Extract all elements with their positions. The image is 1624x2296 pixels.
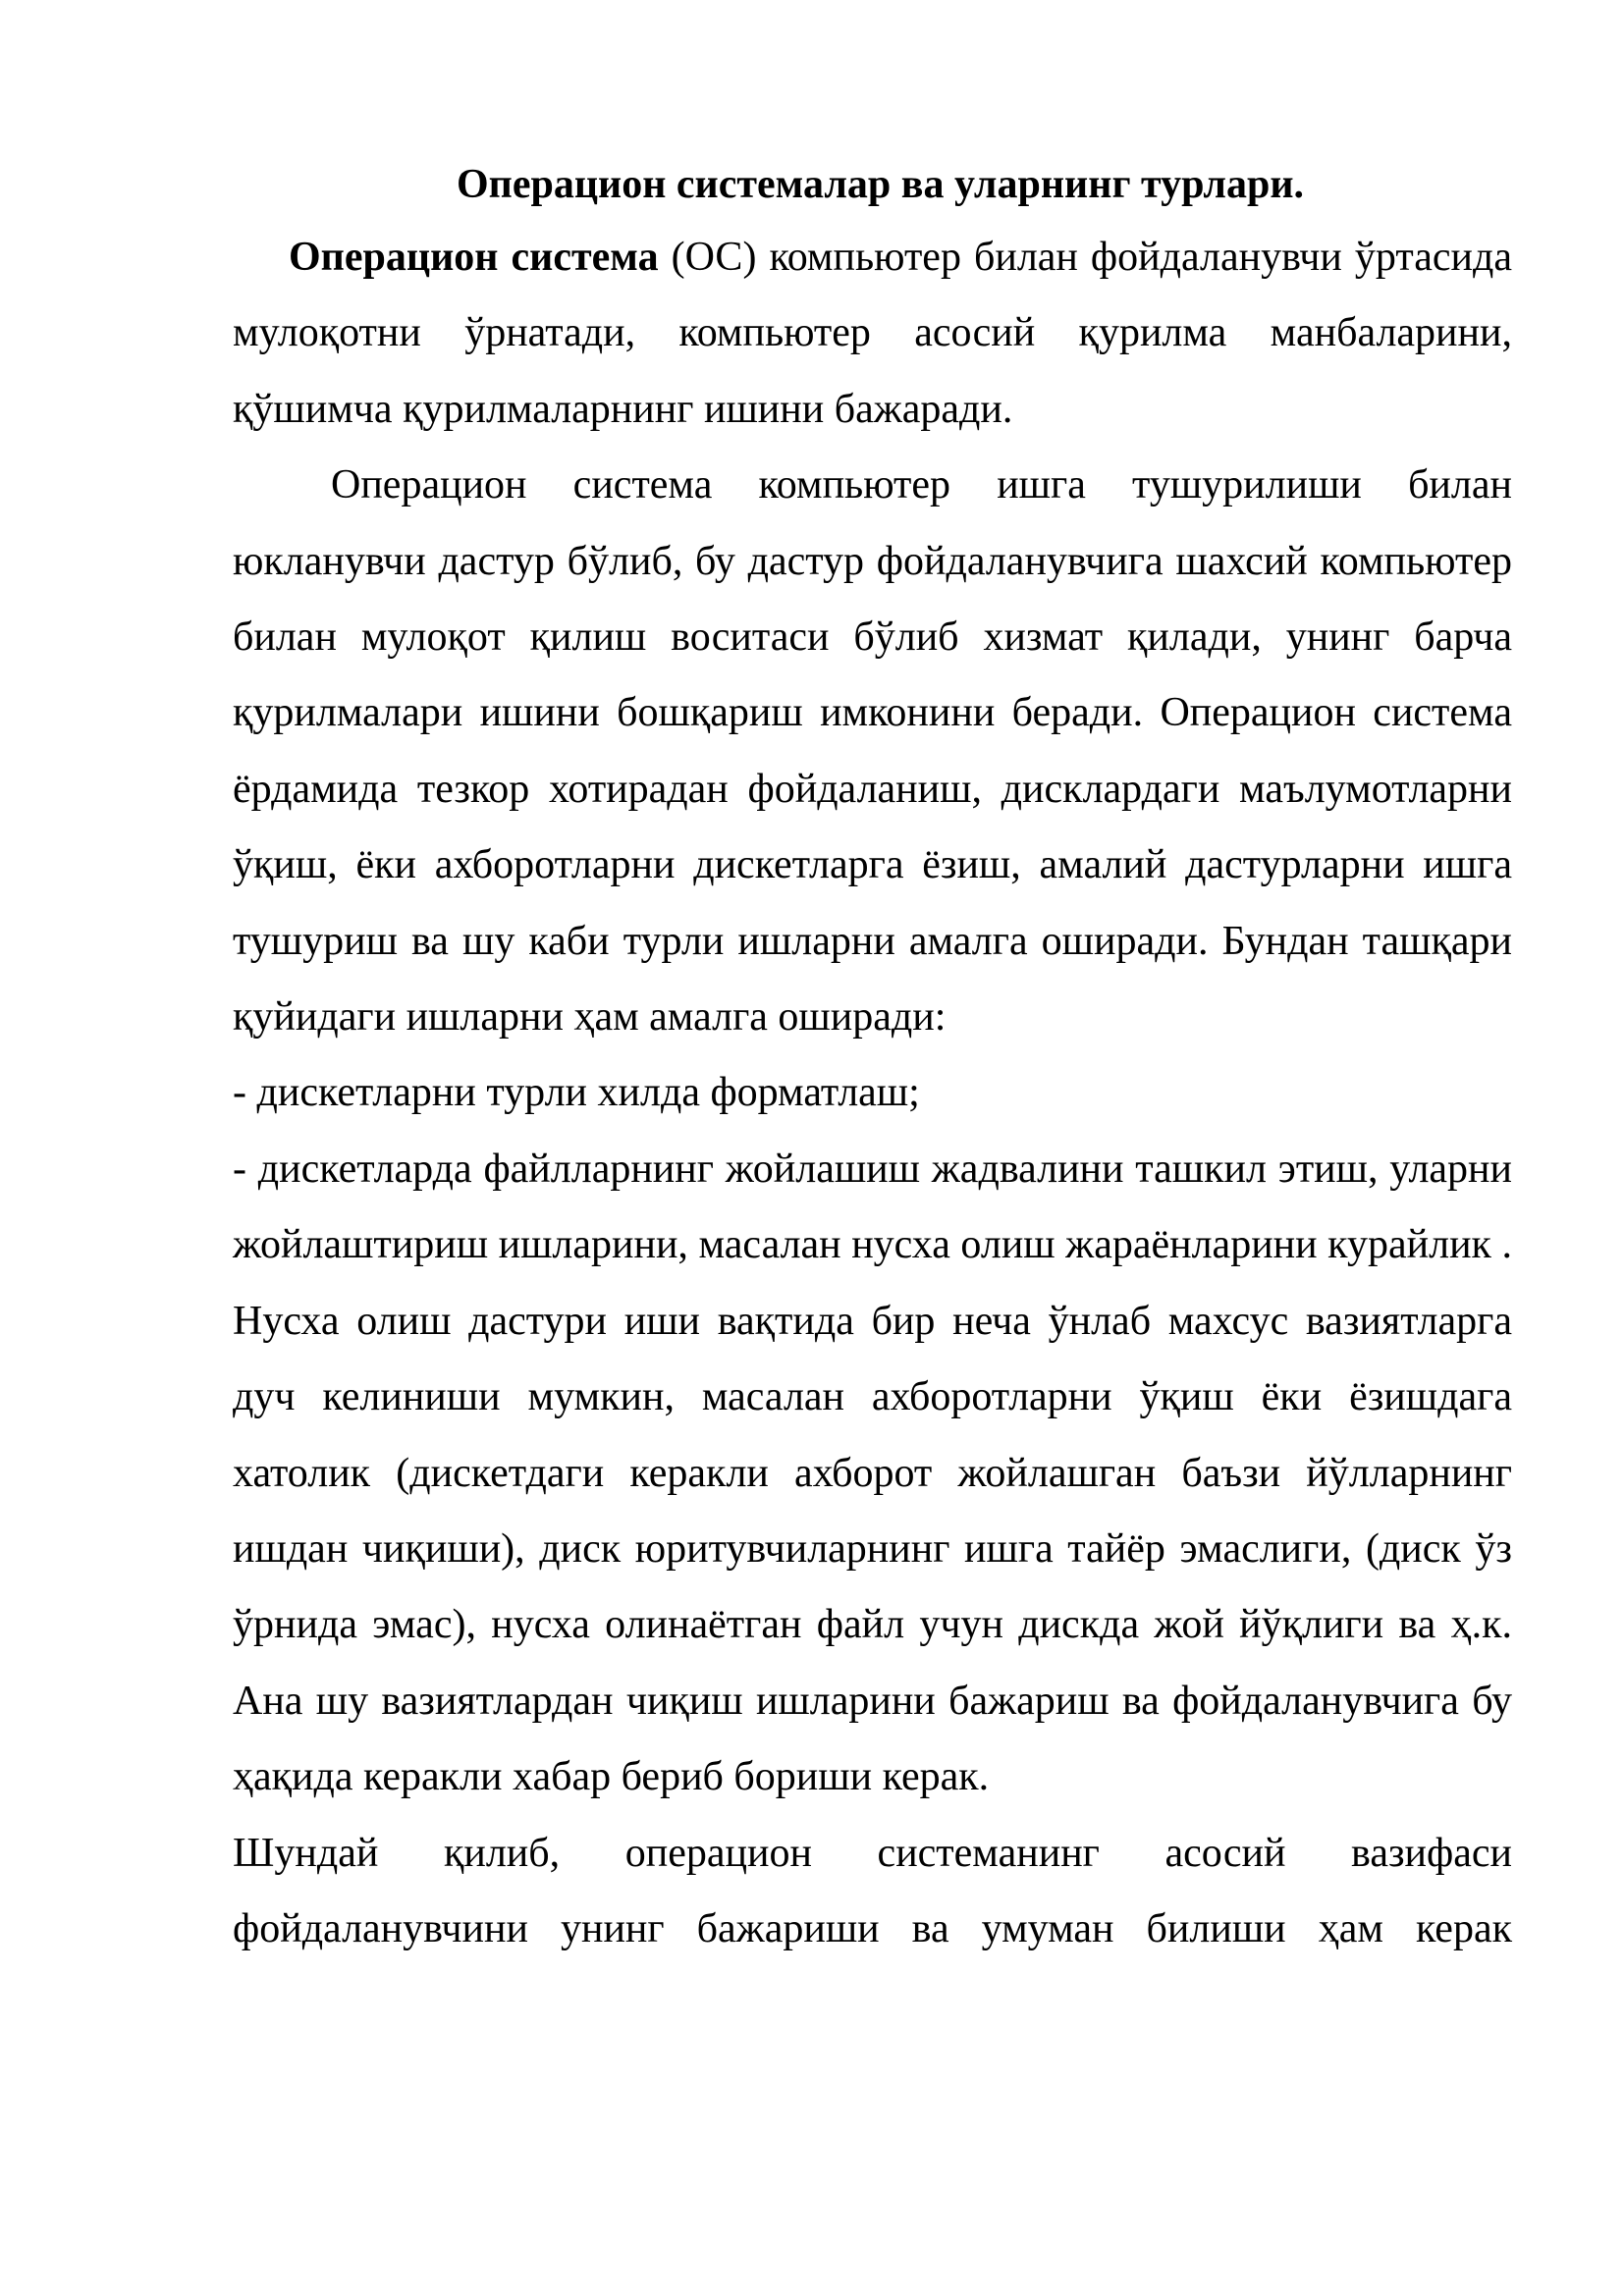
document-title: Операцион системалар ва уларнинг турлари.	[456, 162, 1305, 207]
intro-bold-term: Операцион система	[289, 235, 659, 280]
paragraph-2: Операцион система компьютер ишга тушурилиши билан юкланувчи дастур бўлиб, бу дастур фойдаланувчига шахсий компьютер билан мулоқот қилиш воситаси бўлиб хизмат қилади, унинг барча қурилмалари ишини бошқариш имконини беради. Операцион система ёрдамида тезкор хотирадан фойдаланиш, дисклардаги маълумотларни ўқиш, ёки ахборотларни дискетларга ёзиш, амалий дастурларни ишга тушуриш ва шу каби турли ишларни амалга оширади. Бундан ташқари қуйидаги ишларни ҳам амалга оширади:	[233, 462, 1512, 1041]
document-body	[233, 149, 1512, 1967]
bullet-item-2: - дискетларда файлларнинг жойлашиш жадвалини ташкил этиш, уларни жойлаштириш ишларини, масалан нусха олиш жараёнларини курайлик . Нусха олиш дастури иши вақтида бир неча ўнлаб махсус вазиятларга дуч келиниши мумкин, масалан ахборотларни ўқиш ёки ёзишдага хатолик (дискетдаги керакли ахборот жойлашган баъзи йўлларнинг ишдан чиқиши), диск юритувчиларнинг ишга тайёр эмаслиги, (диск ўз ўрнида эмас), нусха олинаётган файл учун дискда жой йўқлиги ва ҳ.к. Ана шу вазиятлардан чиқиш ишларини бажариш ва фойдаланувчига бу ҳақида керакли хабар бериб бориши керак.	[233, 1146, 1512, 1800]
bullet-item-1: - дискетларни турли хилда форматлаш;	[233, 1070, 920, 1116]
intro-text: (ОС) компьютер билан фойдаланувчи ўртасида мулоқотни ўрнатади, компьютер асосий қурилма манбаларини, қўшимча қурилмаларнинг ишини бажаради.	[233, 235, 1512, 432]
paragraph-last: Шундай қилиб, операцион системанинг асосий вазифаси фойдаланувчини унинг бажариши ва умуман билиши ҳам керак	[233, 1830, 1512, 1951]
intro-paragraph	[233, 220, 1512, 448]
